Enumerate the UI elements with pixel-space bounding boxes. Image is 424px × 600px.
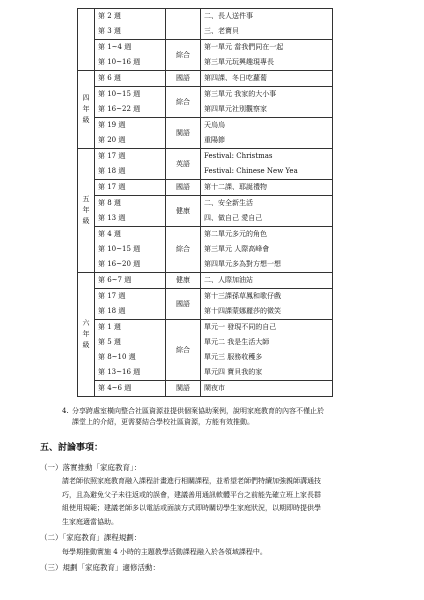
table-row: [78, 87, 333, 118]
curriculum-schedule-table: [77, 8, 333, 397]
subject-cell: 國語: [166, 289, 201, 320]
grade-cell: 六年級: [78, 273, 95, 397]
week-label: 第 1~4 週: [98, 43, 132, 51]
section-title: 五、討論事項：: [40, 443, 104, 453]
week-label: 第 13~16 週: [98, 368, 141, 376]
subject-cell: 綜合: [166, 40, 201, 71]
week-label: 第 2 週: [98, 12, 121, 20]
topic-cell: [201, 71, 333, 87]
table-row: [78, 320, 333, 381]
week-label: 第 6 週: [98, 74, 121, 82]
topic-label: 三、老寶貝: [204, 27, 239, 35]
topic-cell: [201, 273, 333, 289]
topic-cell: [201, 118, 333, 149]
week-label: 第 8 週: [98, 199, 121, 207]
week-cell: [95, 320, 166, 381]
table-row: [78, 40, 333, 71]
week-cell: [95, 180, 166, 196]
table-row: [78, 381, 333, 397]
table-row: [78, 289, 333, 320]
topic-label: Festival: Chinese New Yea: [204, 167, 298, 175]
topic-label: 單元四 寶貝我的家: [204, 368, 263, 376]
topic-cell: [201, 381, 333, 397]
discussion-item-2-body: [62, 546, 407, 560]
week-label: 第 1 週: [98, 323, 121, 331]
note-item-4: [62, 406, 402, 428]
body-line: 每學期推動實施 4 小時的主題教學活動課程融入於各領域課程中。: [62, 548, 267, 556]
week-label: 第 4~6 週: [98, 384, 132, 392]
topic-cell: [201, 9, 333, 40]
subject-cell: 國語: [166, 180, 201, 196]
topic-label: 單元一 發現不同的自己: [204, 323, 277, 331]
subject-cell: 健康: [166, 273, 201, 289]
week-cell: [95, 71, 166, 87]
grade-cell: 五年級: [78, 149, 95, 273]
topic-label: Festival: Christmas: [204, 152, 273, 160]
topic-label: 鬧夜市: [204, 384, 225, 392]
week-label: 第 19 週: [98, 121, 126, 129]
discussion-item-1-title: （一）落實推動「家庭教育」：: [40, 463, 142, 472]
week-label: 第 17 週: [98, 152, 126, 160]
week-label: 第 17 週: [98, 292, 126, 300]
week-label: 第 6~7 週: [98, 276, 132, 284]
subject-cell: 綜合: [166, 87, 201, 118]
week-cell: [95, 227, 166, 273]
week-label: 第 5 週: [98, 338, 121, 346]
note-line-1: 分享跨處室橫向整合社區資源並提供個案協助案例，說明家庭教育的內容不僅止於: [72, 407, 324, 415]
week-label: 第 20 週: [98, 136, 126, 144]
topic-label: 第三單元 我家的大小事: [204, 90, 277, 98]
grade-cell: [78, 9, 95, 71]
body-line: 生家庭適當協助。: [62, 517, 118, 526]
topic-label: 二、安全新生活: [204, 199, 253, 207]
week-label: 第 18 週: [98, 167, 126, 175]
week-label: 第 10~15 週: [98, 90, 141, 98]
topic-label: 第四單元多為對方想一想: [204, 260, 281, 268]
table-row: [78, 118, 333, 149]
subject-cell: 國語: [166, 71, 201, 87]
week-label: 第 8~10 週: [98, 353, 136, 361]
table-row: [78, 9, 333, 40]
topic-label: 第四單元社別觀察家: [204, 105, 267, 113]
note-line-2: 課堂上的介紹，更需要結合學校社區資源，方能有效推動。: [72, 418, 254, 426]
week-label: 第 16~20 週: [98, 260, 141, 268]
body-line: 請老師依照家庭教育融入課程計畫進行相關課程，並希望老師們特續加強親師溝通技: [62, 477, 321, 485]
subject-cell: 閩語: [166, 381, 201, 397]
discussion-item-3-title: （三）規劃「家庭教育」適修活動：: [40, 563, 160, 572]
week-cell: [95, 273, 166, 289]
topic-label: 四、做自己 愛自己: [204, 214, 263, 222]
note-number: 4.: [62, 407, 69, 415]
table-row: [78, 180, 333, 196]
body-line: 組使用規範；建議老師多以電話或面談方式即時關切學生家庭狀況，以期即時提供學: [62, 504, 321, 512]
topic-label: 二、人際加油站: [204, 276, 253, 284]
week-cell: [95, 149, 166, 180]
subject-cell: 綜合: [166, 227, 201, 273]
subject-cell: 健康: [166, 196, 201, 227]
topic-label: 天烏烏: [204, 121, 225, 129]
week-cell: [95, 9, 166, 40]
topic-cell: [201, 196, 333, 227]
week-label: 第 18 週: [98, 307, 126, 315]
topic-label: 第三單元 人際高峰會: [204, 245, 270, 253]
week-cell: [95, 289, 166, 320]
topic-cell: [201, 180, 333, 196]
body-line: 巧，且為避免父子未往返或的誤會，建議善用通訊軟體平台之前能先確立班上家長群: [62, 490, 321, 499]
week-label: 第 13 週: [98, 214, 126, 222]
topic-label: 第十二課、耶誕禮物: [204, 183, 267, 191]
week-label: 第 3 週: [98, 27, 121, 35]
week-label: 第 4 週: [98, 230, 121, 238]
week-cell: [95, 87, 166, 118]
topic-label: 第十三課孫草鳳和歌仔戲: [204, 292, 281, 300]
topic-label: 重陽節: [204, 136, 225, 144]
table-row: [78, 71, 333, 87]
topic-cell: [201, 320, 333, 381]
subject-cell: 英語: [166, 149, 201, 180]
topic-label: 第四課、冬日吃蘿蔔: [204, 74, 267, 82]
week-label: 第 10~16 週: [98, 58, 141, 66]
topic-cell: [201, 149, 333, 180]
discussion-item-1-body: [62, 475, 407, 529]
topic-label: 單元三 服務收穫多: [204, 353, 263, 361]
week-cell: [95, 40, 166, 71]
subject-cell: 閩語: [166, 118, 201, 149]
week-label: 第 10~15 週: [98, 245, 141, 253]
week-cell: [95, 196, 166, 227]
subject-cell: [166, 9, 201, 40]
discussion-item-2-title: （二）「家庭教育」課程規劃：: [40, 533, 142, 542]
topic-label: 第三單元玩興趣現專長: [204, 58, 274, 66]
topic-cell: [201, 289, 333, 320]
table-row: [78, 149, 333, 180]
week-cell: [95, 118, 166, 149]
table-row: [78, 227, 333, 273]
table-row: [78, 273, 333, 289]
topic-cell: [201, 227, 333, 273]
topic-label: 第十四課蒙娜麗莎的微笑: [204, 307, 281, 315]
grade-cell: 四年級: [78, 71, 95, 149]
topic-label: 二、長人送件事: [204, 12, 253, 20]
table-row: [78, 196, 333, 227]
week-label: 第 16~22 週: [98, 105, 141, 113]
week-label: 第 17 週: [98, 183, 126, 191]
topic-label: 第二單元多元的角色: [204, 230, 267, 238]
topic-cell: [201, 40, 333, 71]
topic-cell: [201, 87, 333, 118]
topic-label: 單元二 我是生活大師: [204, 338, 270, 346]
subject-cell: 綜合: [166, 320, 201, 381]
week-cell: [95, 381, 166, 397]
topic-label: 第一單元 當我們同在一起: [204, 43, 284, 51]
